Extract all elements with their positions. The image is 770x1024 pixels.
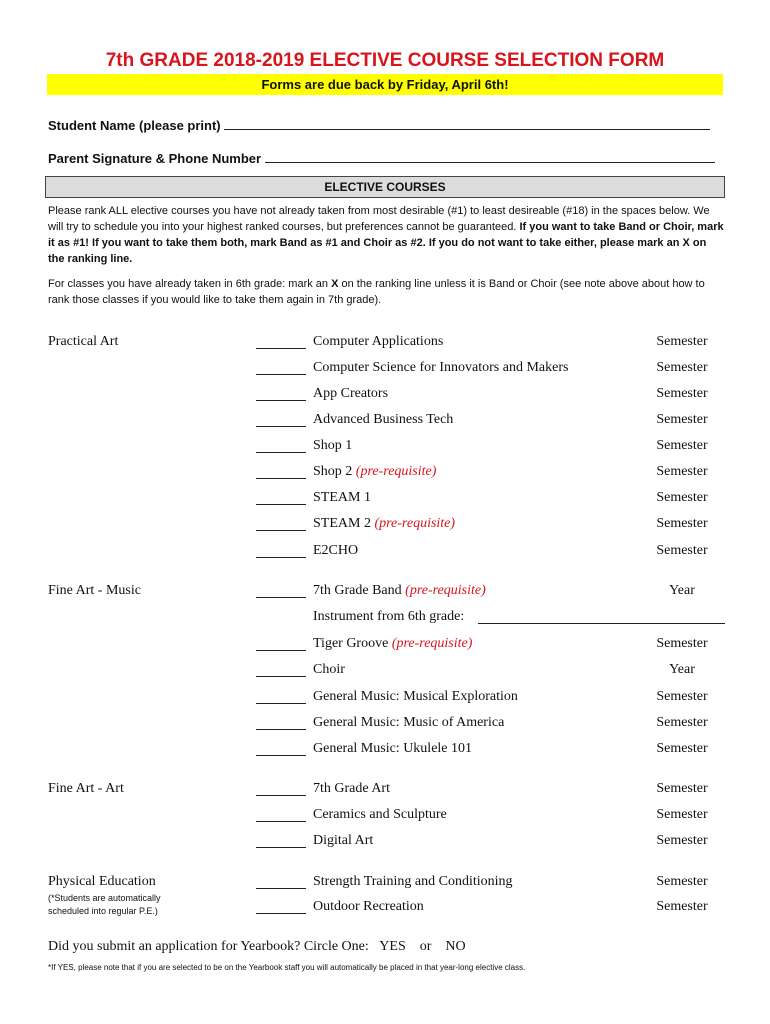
course-duration: Semester: [656, 807, 708, 822]
course-name: Strength Training and Conditioning: [313, 874, 513, 889]
category-practical-art: Practical Art: [48, 334, 119, 349]
rank-input[interactable]: [256, 689, 306, 704]
course-duration: Year: [669, 662, 695, 677]
course-duration: Semester: [656, 464, 708, 479]
prerequisite-note: (pre-requisite): [355, 464, 437, 479]
course-duration: Semester: [656, 715, 708, 730]
prerequisite-note: (pre-requisite): [405, 583, 486, 598]
rank-input[interactable]: [256, 334, 306, 349]
section-header: ELECTIVE COURSES: [45, 176, 725, 198]
student-name-field: [48, 117, 710, 133]
instructions-paragraph-1: Please rank ALL elective courses you have not already taken from most desirable (#1) to least desireable (#18) in the spaces below. We will try to schedule you into your highest ranked courses, but preferences cannot be guaranteed. If you want to take Band or Choir, mark it as #1! If you want to take them both, mark Band as #1 and Choir as #2. If you do not want to take either, please mark an X on the ranking line.: [48, 205, 724, 265]
course-name: 7th Grade Band (pre-requisite): [313, 583, 486, 598]
parent-signature-input[interactable]: [265, 150, 715, 163]
rank-input[interactable]: [256, 662, 306, 677]
rank-input[interactable]: [256, 490, 306, 505]
course-duration: Semester: [656, 360, 708, 375]
course-name: Tiger Groove (pre-requisite): [313, 636, 473, 651]
course-name: Computer Applications: [313, 334, 444, 349]
course-duration: Semester: [656, 899, 708, 914]
rank-input[interactable]: [256, 516, 306, 531]
course-duration: Semester: [656, 516, 708, 531]
category-fine-art-art: Fine Art - Art: [48, 781, 124, 796]
student-name-input[interactable]: [224, 117, 710, 130]
instrument-label: Instrument from 6th grade:: [313, 609, 465, 624]
yearbook-or: or: [419, 939, 432, 954]
rank-input[interactable]: [256, 583, 306, 598]
rank-input[interactable]: [256, 412, 306, 427]
course-name: General Music: Music of America: [313, 715, 505, 730]
pe-note: (*Students are automatically scheduled into regular P.E.): [48, 893, 161, 916]
course-name: Choir: [313, 662, 345, 677]
rank-input[interactable]: [256, 715, 306, 730]
course-name: Digital Art: [313, 833, 374, 848]
rank-input[interactable]: [256, 741, 306, 756]
course-duration: Semester: [656, 543, 708, 558]
course-duration: Semester: [656, 334, 708, 349]
course-duration: Semester: [656, 636, 708, 651]
yearbook-footnote: *If YES, please note that if you are selected to be on the Yearbook staff you will automatically be placed in that year-long elective class.: [48, 963, 526, 972]
yearbook-no[interactable]: NO: [445, 939, 466, 954]
course-name: E2CHO: [313, 543, 359, 558]
course-duration: Semester: [656, 874, 708, 889]
rank-input[interactable]: [256, 464, 306, 479]
course-name: Ceramics and Sculpture: [313, 807, 447, 822]
student-name-label: Student Name (please print): [48, 118, 221, 133]
prerequisite-note: (pre-requisite): [391, 636, 473, 651]
rank-input[interactable]: [256, 899, 306, 914]
rank-input[interactable]: [256, 636, 306, 651]
rank-input[interactable]: [256, 360, 306, 375]
rank-input[interactable]: [256, 874, 306, 889]
rank-input[interactable]: [256, 781, 306, 796]
course-name: Shop 2 (pre-requisite): [313, 464, 437, 479]
parent-signature-label: Parent Signature & Phone Number: [48, 151, 262, 166]
course-name: STEAM 2 (pre-requisite): [313, 516, 456, 531]
prerequisite-note: (pre-requisite): [374, 516, 456, 531]
course-name: STEAM 1: [313, 490, 371, 505]
due-date-banner: Forms are due back by Friday, April 6th!: [47, 74, 723, 95]
course-name: Computer Science for Innovators and Makers: [313, 360, 569, 375]
rank-input[interactable]: [256, 386, 306, 401]
course-name: Advanced Business Tech: [313, 412, 454, 427]
course-name: 7th Grade Art: [313, 781, 390, 796]
course-duration: Semester: [656, 386, 708, 401]
rank-input[interactable]: [256, 807, 306, 822]
course-duration: Semester: [656, 781, 708, 796]
rank-input[interactable]: [256, 833, 306, 848]
form-title: 7th GRADE 2018-2019 ELECTIVE COURSE SELECTION FORM: [105, 50, 665, 71]
instructions-paragraph-2: For classes you have already taken in 6th grade: mark an X on the ranking line unless it is Band or Choir (see note above about how to rank those classes if you would like to take them again in 7th grade).: [48, 278, 705, 306]
course-duration: Semester: [656, 741, 708, 756]
course-duration: Semester: [656, 833, 708, 848]
course-name: Outdoor Recreation: [313, 899, 424, 914]
instrument-input[interactable]: [478, 609, 725, 624]
course-duration: Semester: [656, 412, 708, 427]
course-name: General Music: Musical Exploration: [313, 689, 518, 704]
course-name: App Creators: [313, 386, 389, 401]
course-duration: Semester: [656, 689, 708, 704]
course-duration: Year: [669, 583, 695, 598]
course-duration: Semester: [656, 490, 708, 505]
parent-signature-field: [48, 150, 715, 166]
rank-input[interactable]: [256, 543, 306, 558]
course-name: General Music: Ukulele 101: [313, 741, 473, 756]
rank-input[interactable]: [256, 438, 306, 453]
category-fine-art-music: Fine Art - Music: [48, 583, 141, 598]
category-physical-education: Physical Education: [48, 874, 156, 889]
course-duration: Semester: [656, 438, 708, 453]
course-name: Shop 1: [313, 438, 353, 453]
yearbook-question: Did you submit an application for Yearbook? Circle One: YES or NO: [48, 939, 466, 954]
yearbook-yes[interactable]: YES: [379, 939, 406, 954]
